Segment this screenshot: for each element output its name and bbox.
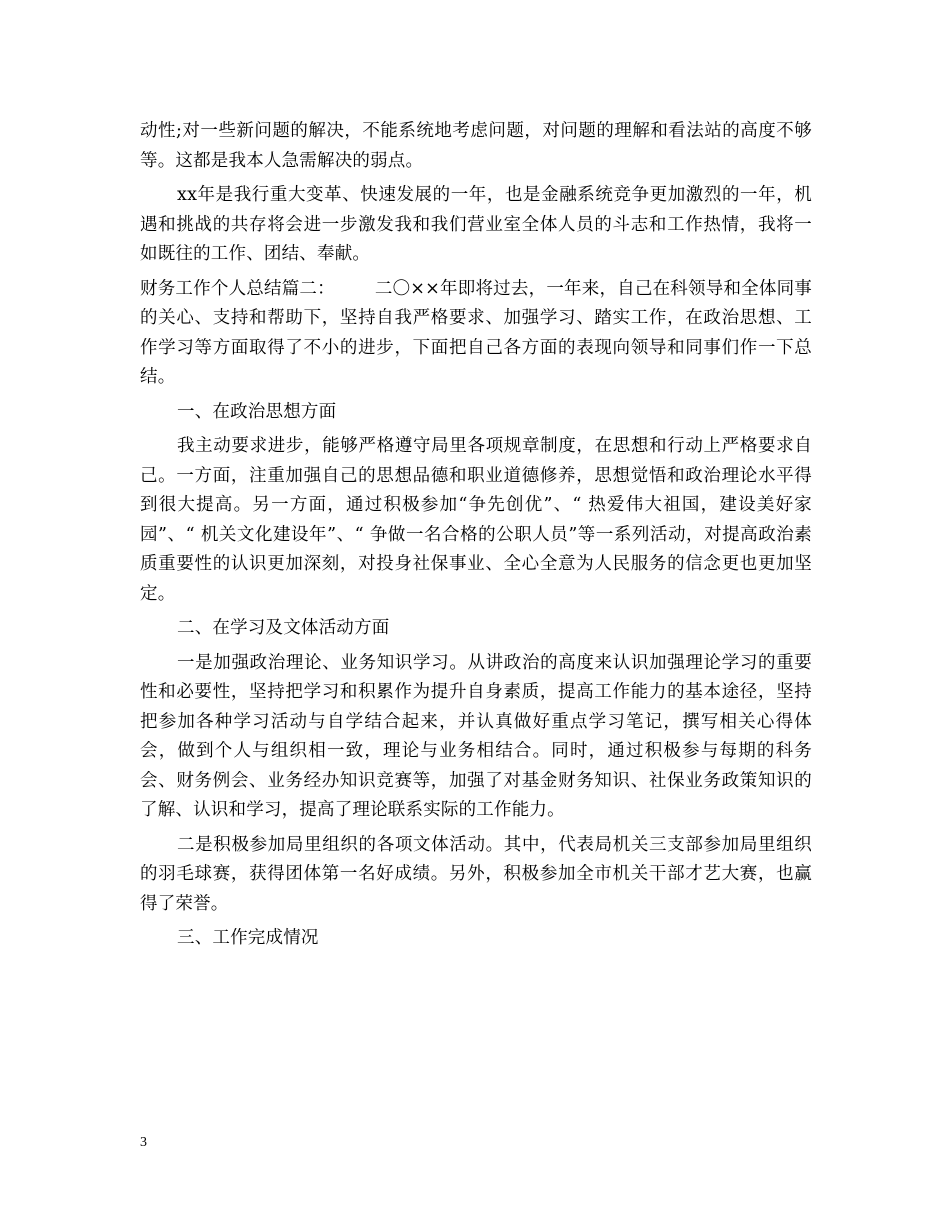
subheading: 三、工作完成情况 <box>177 928 319 948</box>
document-body <box>140 117 812 959</box>
paragraph: 动性;对一些新问题的解决，不能系统地考虑问题，对问题的理解和看法站的高度不够等。这都是我本人急需解决的弱点。 <box>140 121 812 171</box>
paragraph: 我主动要求进步，能够严格遵守局里各项规章制度，在思想和行动上严格要求自己。一方面，注重加强自己的思想品德和职业道德修养，思想觉悟和政治理论水平得到很大提高。另一方面，通过积极参加“争先创优”、“ 热爱伟大祖国，建设美好家园”、“ 机关文化建设年”、“ 争做一名合格的公职人员”等一系列活动，对提高政治素质重要性的认识更加深刻，对投身社保事业、全心全意为人民服务的信念更也更加坚定。 <box>140 436 812 604</box>
page-number: 3 <box>140 1135 147 1150</box>
paragraph-text: 二〇××年即将过去，一年来，自己在科领导和全体同事的关心、支持和帮助下，坚持自我严格要求、加强学习、踏实工作，在政治思想、工作学习等方面取得了不小的进步，下面把自己各方面的表现向领导和同事们作一下总结。 <box>140 278 813 387</box>
section-title-paragraph <box>140 275 812 393</box>
subheading: 一、在政治思想方面 <box>177 401 337 422</box>
section-title: 财务工作个人总结篇二： <box>140 278 335 299</box>
paragraph: 一是加强政治理论、业务知识学习。从讲政治的高度来认识加强理论学习的重要性和必要性，坚持把学习和积累作为提升自身素质，提高工作能力的基本途径，坚持把参加各种学习活动与自学结合起来，并认真做好重点学习笔记，撰写相关心得体会，做到个人与组织相一致，理论与业务相结合。同时，通过积极参与每期的科务会、财务例会、业务经办知识竞赛等，加强了对基金财务知识、社保业务政策知识的了解、认识和学习，提高了理论联系实际的工作能力。 <box>140 652 812 820</box>
paragraph: xx年是我行重大变革、快速发展的一年，也是金融系统竞争更加激烈的一年，机遇和挑战的共存将会进一步激发我和我们营业室全体人员的斗志和工作热情，我将一如既往的工作、团结、奉献。 <box>140 185 812 264</box>
paragraph: 二是积极参加局里组织的各项文体活动。其中，代表局机关三支部参加局里组织的羽毛球赛，获得团体第一名好成绩。另外，积极参加全市机关干部才艺大赛，也赢得了荣誉。 <box>140 834 812 914</box>
subheading: 二、在学习及文体活动方面 <box>177 618 390 638</box>
